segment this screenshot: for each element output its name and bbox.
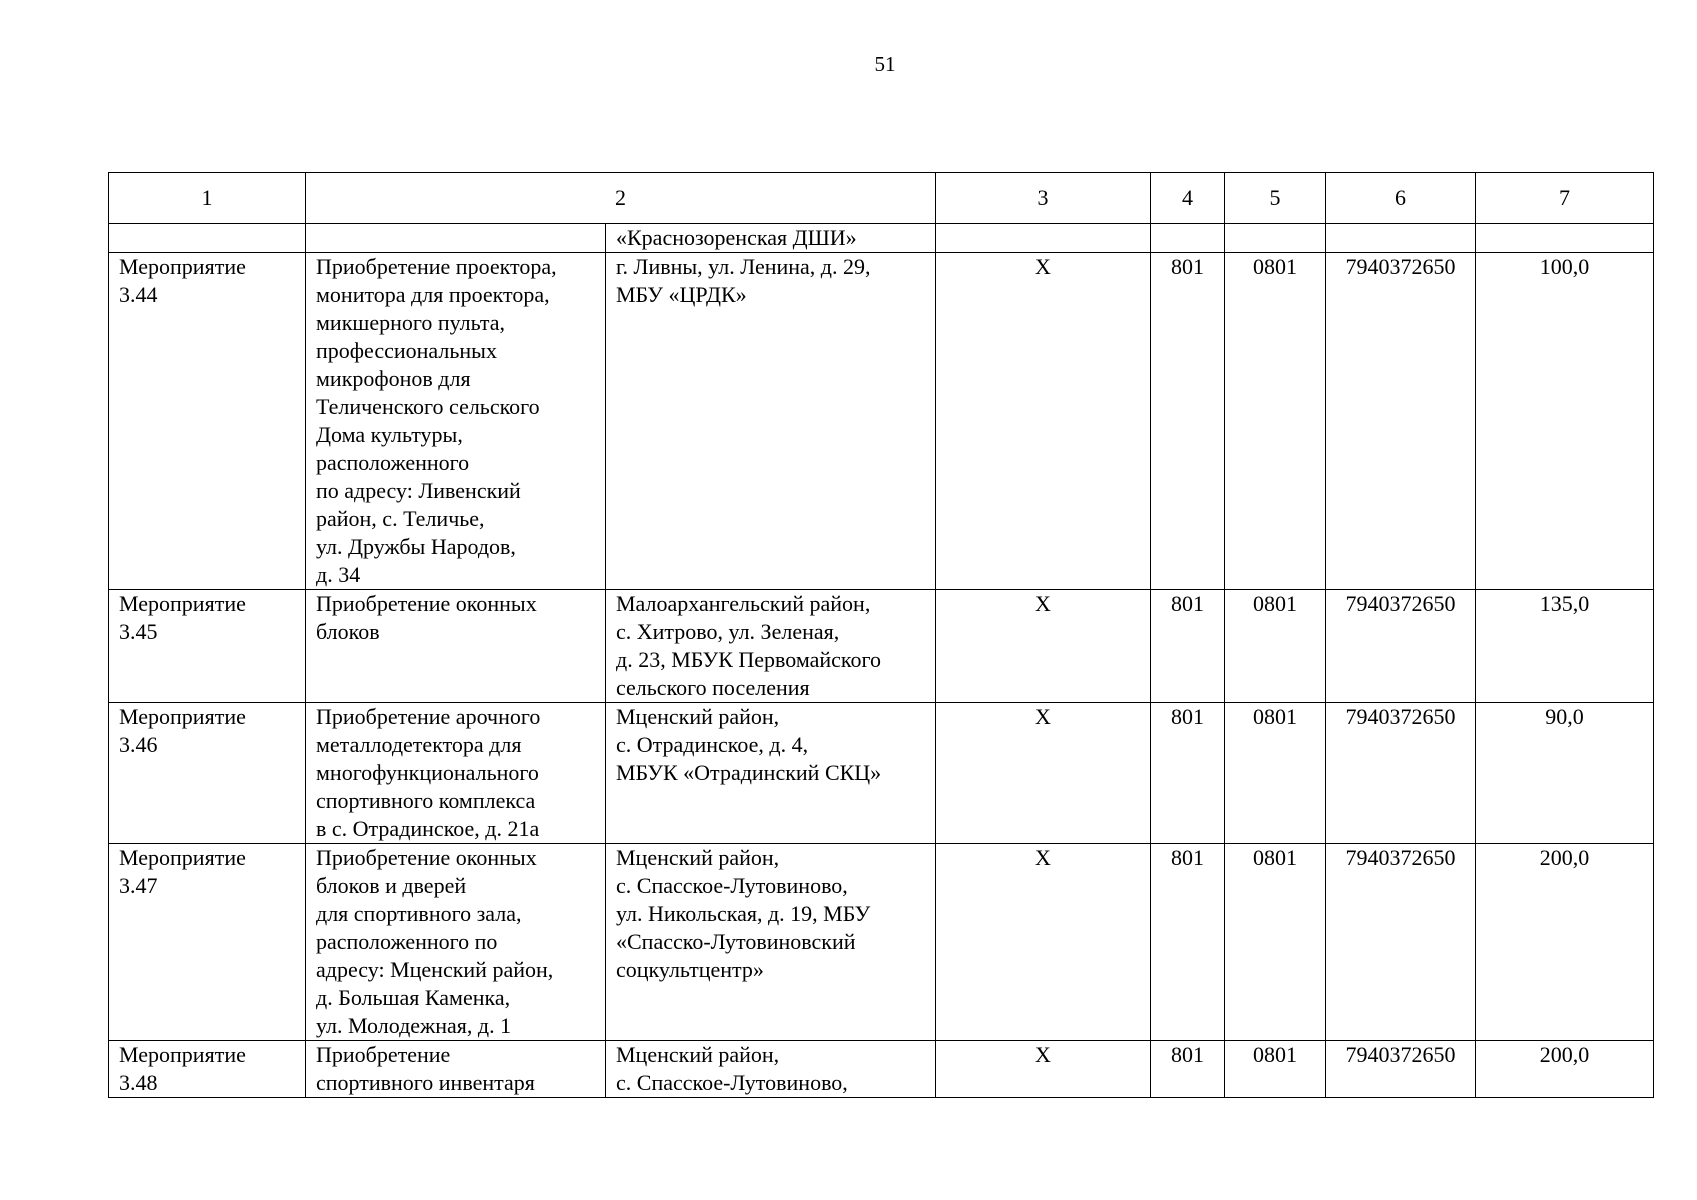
- continuation-row: [109, 224, 1654, 253]
- activity-location: Малоархангельский район, с. Хитрово, ул. Зеленая, д. 23, МБУК Первомайского сельского поселения: [606, 590, 936, 703]
- continuation-cell-6: [1225, 224, 1326, 253]
- activity-description: Приобретение спортивного инвентаря: [306, 1041, 606, 1098]
- column-header-5: 5: [1225, 173, 1326, 224]
- table-row: [109, 590, 1654, 703]
- activity-amount: 200,0: [1476, 844, 1654, 1041]
- activity-col4: 801: [1151, 703, 1225, 844]
- activity-location: Мценский район, с. Спасское-Лутовиново, ул. Никольская, д. 19, МБУ «Спасско-Лутовиновский соцкультцентр»: [606, 844, 936, 1041]
- activity-col3: Х: [936, 253, 1151, 590]
- activity-description: Приобретение арочного металлодетектора для многофункционального спортивного комплекса в с. Отрадинское, д. 21а: [306, 703, 606, 844]
- activities-table: [108, 172, 1654, 1098]
- activity-amount: 200,0: [1476, 1041, 1654, 1098]
- activity-col6: 7940372650: [1326, 844, 1476, 1041]
- page-number: 51: [874, 52, 896, 76]
- activity-col4: 801: [1151, 253, 1225, 590]
- activity-amount: 135,0: [1476, 590, 1654, 703]
- column-header-2: 2: [306, 173, 936, 224]
- column-header-1: 1: [109, 173, 306, 224]
- column-header-6: 6: [1326, 173, 1476, 224]
- column-header-7: 7: [1476, 173, 1654, 224]
- activity-col5: 0801: [1225, 844, 1326, 1041]
- continuation-cell-location: «Краснозоренская ДШИ»: [606, 224, 936, 253]
- continuation-cell-8: [1476, 224, 1654, 253]
- activity-amount: 100,0: [1476, 253, 1654, 590]
- activity-description: Приобретение оконных блоков: [306, 590, 606, 703]
- column-header-3: 3: [936, 173, 1151, 224]
- activity-col4: 801: [1151, 1041, 1225, 1098]
- table-row: [109, 253, 1654, 590]
- continuation-cell-7: [1326, 224, 1476, 253]
- table-row: [109, 703, 1654, 844]
- activity-col5: 0801: [1225, 1041, 1326, 1098]
- activity-col3: Х: [936, 844, 1151, 1041]
- activity-col3: Х: [936, 590, 1151, 703]
- activity-id: Мероприятие 3.46: [109, 703, 306, 844]
- activity-id: Мероприятие 3.45: [109, 590, 306, 703]
- activity-description: Приобретение оконных блоков и дверей для спортивного зала, расположенного по адресу: Мценский район, д. Большая Каменка, ул. Молодежная, д. 1: [306, 844, 606, 1041]
- activity-id: Мероприятие 3.48: [109, 1041, 306, 1098]
- activity-col5: 0801: [1225, 703, 1326, 844]
- continuation-cell-4: [936, 224, 1151, 253]
- activity-description: Приобретение проектора, монитора для проектора, микшерного пульта, профессиональных микрофонов для Теличенского сельского Дома культуры, расположенного по адресу: Ливенский район, с. Теличье, ул. Дружбы Народов, д. 34: [306, 253, 606, 590]
- activity-col6: 7940372650: [1326, 703, 1476, 844]
- activity-col3: Х: [936, 703, 1151, 844]
- activity-location: Мценский район, с. Спасское-Лутовиново,: [606, 1041, 936, 1098]
- continuation-cell-2: [306, 224, 606, 253]
- continuation-cell-5: [1151, 224, 1225, 253]
- activity-location: г. Ливны, ул. Ленина, д. 29, МБУ «ЦРДК»: [606, 253, 936, 590]
- activity-id: Мероприятие 3.47: [109, 844, 306, 1041]
- table-header-row: [109, 173, 1654, 224]
- activity-col4: 801: [1151, 844, 1225, 1041]
- activity-col5: 0801: [1225, 253, 1326, 590]
- activity-col4: 801: [1151, 590, 1225, 703]
- column-header-4: 4: [1151, 173, 1225, 224]
- activity-location: Мценский район, с. Отрадинское, д. 4, МБУК «Отрадинский СКЦ»: [606, 703, 936, 844]
- activity-amount: 90,0: [1476, 703, 1654, 844]
- activity-col5: 0801: [1225, 590, 1326, 703]
- activity-col3: Х: [936, 1041, 1151, 1098]
- activity-id: Мероприятие 3.44: [109, 253, 306, 590]
- activity-col6: 7940372650: [1326, 253, 1476, 590]
- table-row: [109, 844, 1654, 1041]
- continuation-cell-1: [109, 224, 306, 253]
- table-row: [109, 1041, 1654, 1098]
- activity-col6: 7940372650: [1326, 590, 1476, 703]
- activity-col6: 7940372650: [1326, 1041, 1476, 1098]
